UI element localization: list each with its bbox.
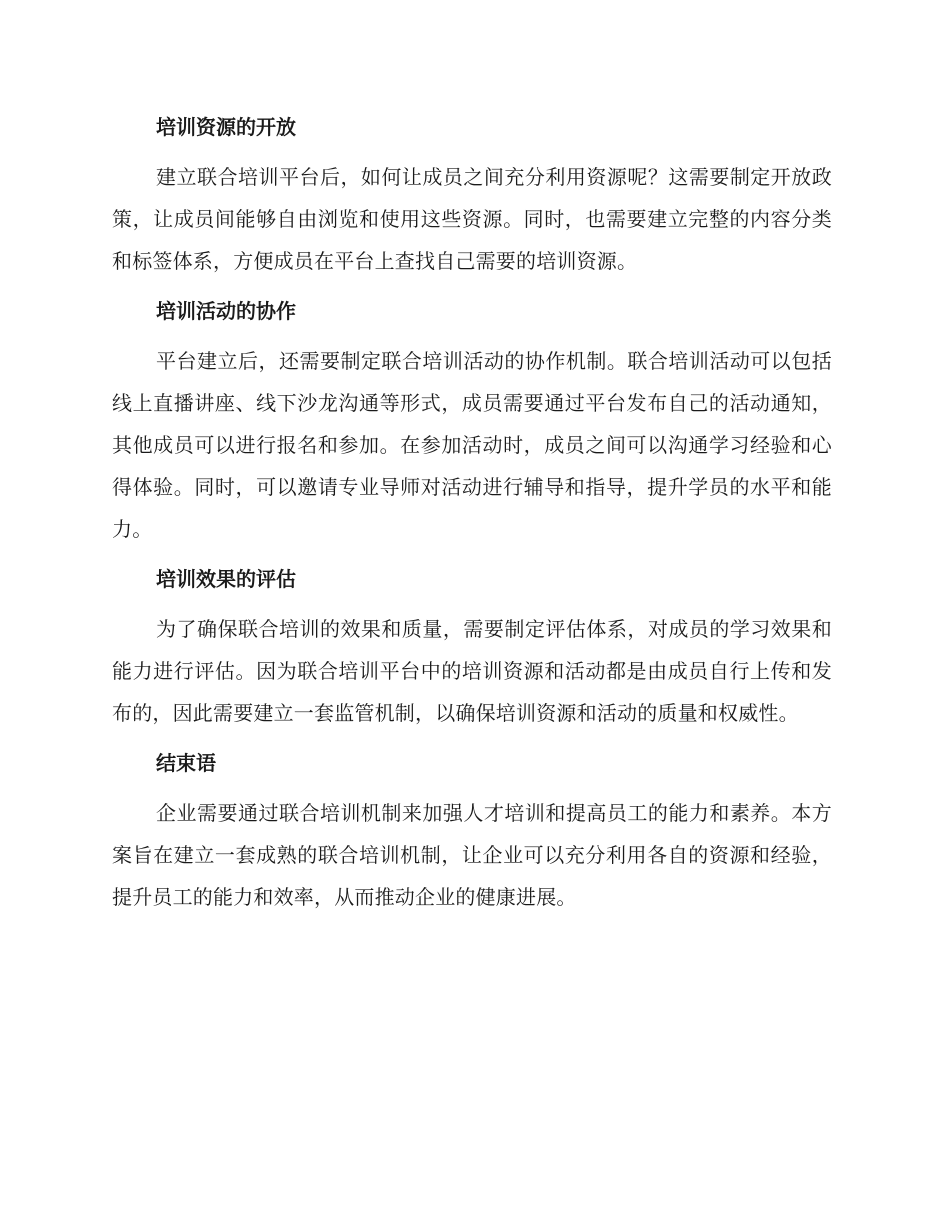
section-paragraph: 企业需要通过联合培训机制来加强人才培训和提高员工的能力和素养。本方案旨在建立一套成熟的联合培训机制，让企业可以充分利用各自的资源和经验，提升员工的能力和效率，从而推动企业的健康进展。 xyxy=(112,801,832,909)
section-conclusion xyxy=(112,742,832,918)
section-heading: 培训效果的评估 xyxy=(156,567,296,591)
section-paragraph: 建立联合培训平台后，如何让成员之间充分利用资源呢？这需要制定开放政策，让成员间能够自由浏览和使用这些资源。同时，也需要建立完整的内容分类和标签体系，方便成员在平台上查找自己需要的培训资源。 xyxy=(112,165,832,273)
section-effect-evaluation xyxy=(112,558,832,734)
section-heading: 培训资源的开放 xyxy=(156,115,296,139)
section-resource-opening xyxy=(112,106,832,282)
section-paragraph: 为了确保联合培训的效果和质量，需要制定评估体系，对成员的学习效果和能力进行评估。因为联合培训平台中的培训资源和活动都是由成员自行上传和发布的，因此需要建立一套监管机制，以确保培训资源和活动的质量和权威性。 xyxy=(112,617,832,725)
section-heading: 结束语 xyxy=(156,751,216,775)
section-activity-collaboration xyxy=(112,290,832,550)
document-page xyxy=(112,106,832,926)
section-heading: 培训活动的协作 xyxy=(156,299,296,323)
section-paragraph: 平台建立后，还需要制定联合培训活动的协作机制。联合培训活动可以包括线上直播讲座、线下沙龙沟通等形式，成员需要通过平台发布自己的活动通知，其他成员可以进行报名和参加。在参加活动时，成员之间可以沟通学习经验和心得体验。同时，可以邀请专业导师对活动进行辅导和指导，提升学员的水平和能力。 xyxy=(112,349,832,541)
